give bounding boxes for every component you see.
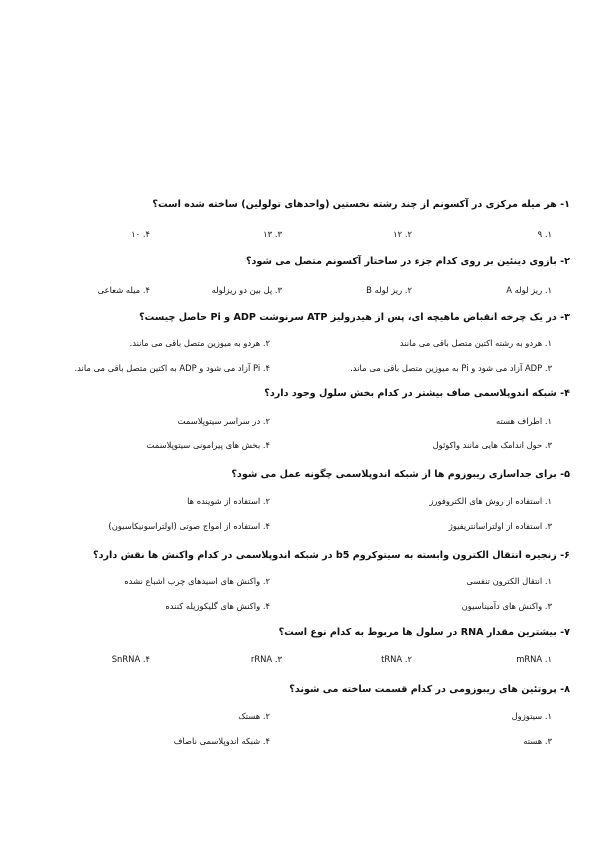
question-text: ۴- شبکه اندوپلاسمی صاف بیشتر در کدام بخش سلول وجود دارد؟: [264, 388, 570, 399]
question-text: ۱- هر میله مرکزی در آکسونم از چند رشته نخستین (واحدهای تولولین) ساخته شده است؟: [152, 199, 570, 210]
option-3[interactable]: ۳. پل بین دو ریزلوله: [211, 285, 282, 295]
question-text: ۶- زنجیره انتقال الکترون وابسته به سیتوکروم b5 در شبکه اندوپلاسمی در کدام واکنش ها نقش دارد؟: [93, 550, 570, 561]
option-2[interactable]: ۲. واکنش های اسیدهای چرب اشباع نشده: [124, 576, 270, 586]
option-3[interactable]: ۳. واکنش های دآمیناسیون: [461, 601, 552, 611]
option-1[interactable]: ۱. استفاده از روش های الکتروفورز: [429, 496, 552, 506]
option-1[interactable]: ۱. ریز لوله A: [506, 285, 552, 295]
option-3[interactable]: ۳. استفاده از اولتراسانتریفیوژ: [448, 521, 552, 531]
question-text: ۷- بیشترین مقدار RNA در سلول ها مربوط به کدام نوع است؟: [278, 627, 570, 638]
option-2[interactable]: ۲. ۱۲: [393, 229, 412, 239]
option-2[interactable]: ۲. در سراسر سیتوپلاسمت: [177, 416, 270, 426]
option-4[interactable]: ۴. شبکه اندوپلاسمی ناصاف: [173, 736, 270, 746]
option-1[interactable]: ۱. ۹: [537, 229, 552, 239]
option-3[interactable]: ۳. rRNA: [250, 654, 282, 664]
option-4[interactable]: ۴. واکنش های گلیکوزیله کننده: [165, 601, 270, 611]
question-text: ۲- بازوی دینئین بر روی کدام جزء در ساختار آکسونم متصل می شود؟: [245, 256, 570, 267]
option-1[interactable]: ۱. اطراف هسته: [495, 416, 552, 426]
option-2[interactable]: ۲. ریز لوله B: [366, 285, 412, 295]
option-3[interactable]: ۳. هسته: [523, 736, 552, 746]
option-2[interactable]: ۲. هستک: [238, 711, 270, 721]
option-4[interactable]: ۴. ۱۰: [131, 229, 150, 239]
option-4[interactable]: ۴. بخش های پیرامونی سیتوپلاسمت: [146, 440, 270, 450]
option-1[interactable]: ۱. هردو به رشته اکتین متصل باقی می مانند: [399, 338, 552, 348]
question-text: ۳- در یک چرخه انقباض ماهیچه ای، پس از هیدرولیز ATP سرنوشت ADP و Pi حاصل چیست؟: [139, 312, 570, 323]
option-4[interactable]: ۴. میله شعاعی: [97, 285, 150, 295]
option-2[interactable]: ۲. استفاده از شوینده ها: [187, 496, 270, 506]
question-text: ۵- برای جداسازی ریبوزوم ها از شبکه اندوپلاسمی چگونه عمل می شود؟: [231, 469, 570, 480]
option-2[interactable]: ۲. tRNA: [381, 654, 412, 664]
option-1[interactable]: ۱. انتقال الکترون تنفسی: [466, 576, 552, 586]
question-text: ۸- پروتئین های ریبوزومی در کدام قسمت ساخته می شوند؟: [289, 684, 570, 695]
option-4[interactable]: ۴. استفاده از امواج صوتی (اولتراسونیکاسیون): [108, 521, 270, 531]
option-4[interactable]: ۴. Pi آزاد می شود و ADP به اکتین متصل باقی می ماند.: [74, 363, 270, 373]
option-3[interactable]: ۳. ADP آزاد می شود و Pi به میوزین متصل باقی می ماند.: [350, 363, 552, 373]
option-3[interactable]: ۳. ۱۳: [263, 229, 282, 239]
option-1[interactable]: ۱. mRNA: [516, 654, 552, 664]
option-3[interactable]: ۳. حول اندامک هایی مانند واکوئول: [432, 440, 552, 450]
option-4[interactable]: ۴. SnRNA: [111, 654, 150, 664]
option-1[interactable]: ۱. سیتوزول: [511, 711, 552, 721]
option-2[interactable]: ۲. هردو به میوزین متصل باقی می مانند.: [129, 338, 270, 348]
